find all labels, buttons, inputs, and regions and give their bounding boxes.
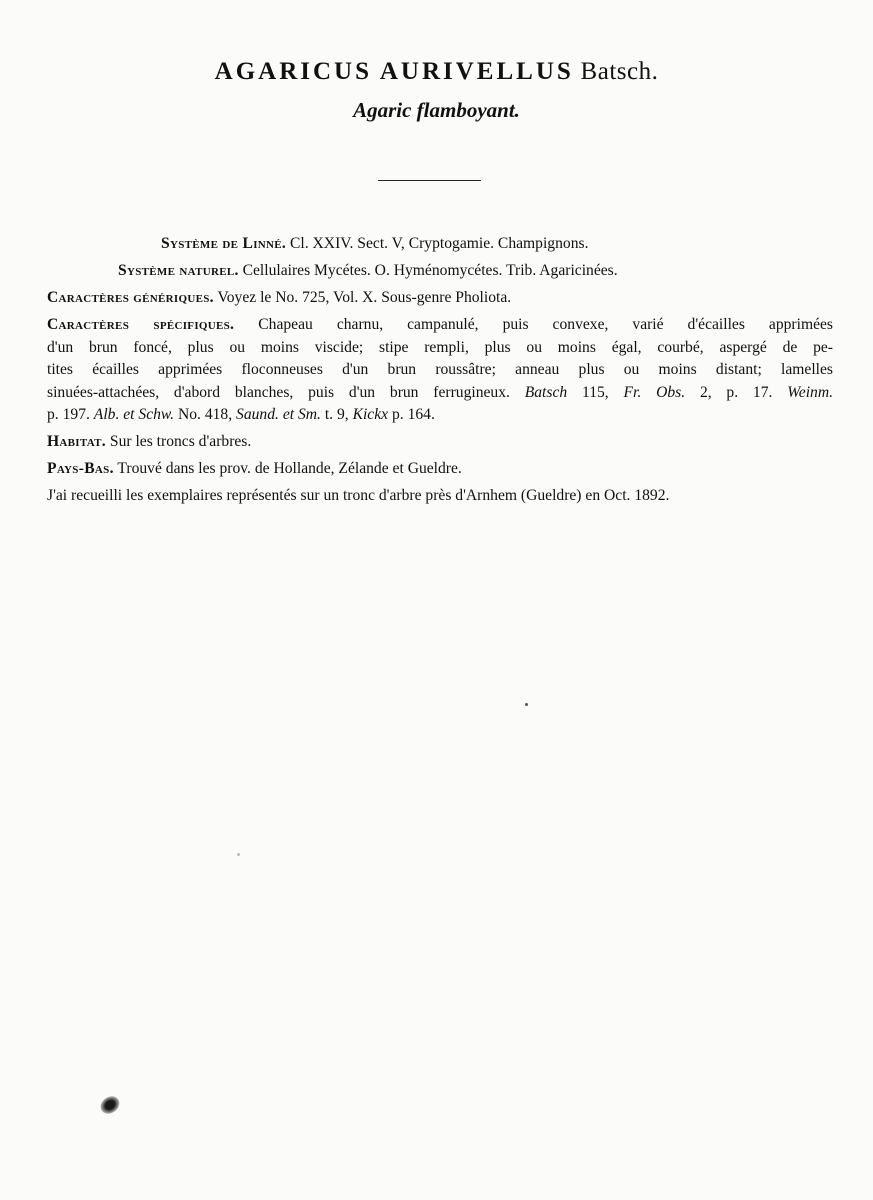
linne-label: Système de Linné. [161,235,287,252]
speck [237,853,240,856]
paysbas-text: Trouvé dans les prov. de Hollande, Zélande et Gueldre. [117,460,462,477]
habitat-line [47,431,251,454]
ref-batsch-num: 115, [582,383,609,401]
ref-saund: Saund. et Sm. [236,406,321,423]
paysbas-label: Pays-Bas. [47,460,114,477]
specifiques-line-5 [47,404,833,427]
generiques-label: Caractères génériques. [47,289,214,306]
linne-line [161,233,588,256]
habitat-label: Habitat. [47,433,106,450]
specifiques-paragraph [47,314,833,427]
generiques-line [47,287,511,310]
ref-alb: Alb. et Schw. [93,406,175,423]
title-divider [378,180,481,181]
ref-weinm-p: p. 197. [47,406,90,423]
ref-alb-num: No. 418, [177,406,233,423]
naturel-label: Système naturel. [118,262,239,279]
ref-saund-num: t. 9, [324,406,349,423]
naturel-line [118,260,618,283]
ref-batsch: Batsch [524,383,568,401]
specifiques-line-1 [47,314,833,337]
ref-fr-num: 2, p. 17. [699,383,773,401]
habitat-text: Sur les troncs d'arbres. [109,433,252,450]
common-name: Agaric flamboyant. [353,98,520,122]
linne-text: Cl. XXIV. Sect. V, Cryptogamie. Champignons. [290,235,589,252]
generiques-text: Voyez le No. 725, Vol. X. Sous-genre Pholiota. [217,289,512,306]
specifiques-label: Caractères spécifiques. [47,316,235,333]
specifiques-line-2: d'un brun foncé, plus ou moins viscide; stipe rempli, plus ou moins égal, courbé, aspergé de pe- [47,338,833,356]
ref-kickx: Kickx [352,406,389,423]
specifiques-line-3: tites écailles apprimées floconneuses d'un brun roussâtre; anneau plus ou moins distant; lamelles [47,361,833,378]
ref-weinm: Weinm. [787,383,834,401]
species-author: Batsch. [580,58,659,85]
species-title [0,58,873,86]
recueilli-line: J'ai recueilli les exemplaires représentés sur un tronc d'arbre près d'Arnhem (Gueldre) en Oct. 1892. [47,487,670,504]
species-name: AGARICUS AURIVELLUS [214,58,574,85]
specifiques-line-4 [47,382,833,405]
speck [525,703,528,706]
ink-spot [97,1093,123,1118]
specifiques-text-4: sinuées-attachées, d'abord blanches, puis d'un brun ferrugineux. [47,383,510,401]
paysbas-line [47,458,462,481]
ref-kickx-num: p. 164. [391,406,435,423]
specifiques-text-1: Chapeau charnu, campanulé, puis convexe, varié d'écailles apprimées [258,316,833,333]
ref-fr: Fr. Obs. [623,383,686,401]
naturel-text: Cellulaires Mycétes. O. Hyménomycétes. Trib. Agaricinées. [242,262,618,279]
